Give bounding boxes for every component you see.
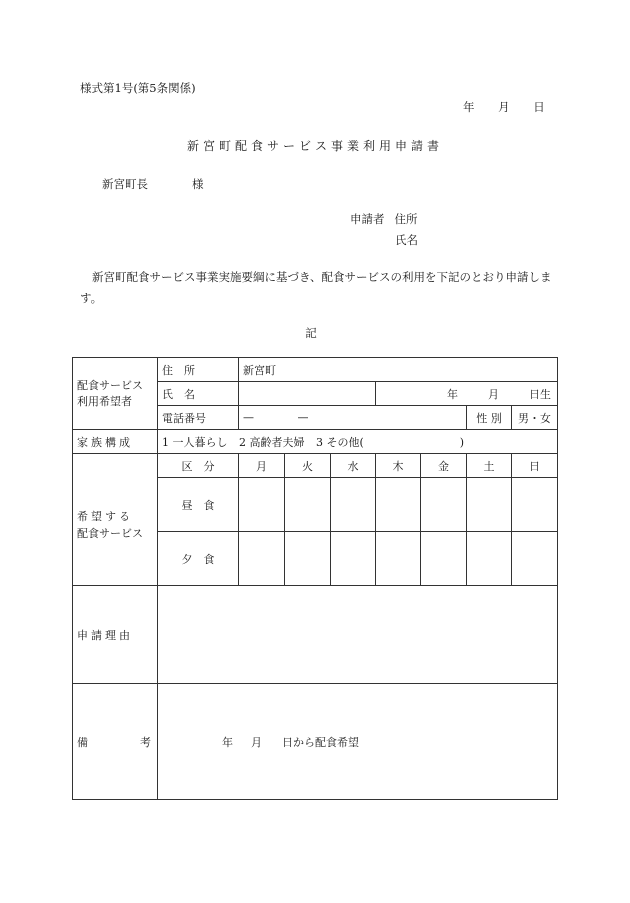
phone-field[interactable]: — — <box>239 406 467 430</box>
service-section-label: 希望する 配食サービス <box>73 454 158 586</box>
day-thu: 木 <box>376 454 421 478</box>
lunch-sat[interactable] <box>467 478 512 532</box>
address-label: 住 所 <box>158 358 239 382</box>
family-options[interactable] <box>158 430 558 454</box>
remarks-year: 年 <box>222 735 233 749</box>
page-title: 新宮町配食サービス事業利用申請書 <box>186 139 443 153</box>
dob-year-label: 年 <box>447 387 458 401</box>
dinner-fri[interactable] <box>421 532 467 586</box>
reason-label: 申請理由 <box>73 586 158 684</box>
day-sat: 土 <box>467 454 512 478</box>
applicant-label: 申請者 <box>350 212 385 226</box>
gender-label: 性 別 <box>467 406 512 430</box>
dinner-mon[interactable] <box>239 532 285 586</box>
day-tue: 火 <box>285 454 331 478</box>
dob-day-label: 日生 <box>529 387 551 401</box>
lunch-label: 昼 食 <box>158 478 239 532</box>
applicant-name-label: 氏名 <box>395 233 418 247</box>
dinner-tue[interactable] <box>285 532 331 586</box>
applicant-section-label: 配食サービス利用希望者 <box>73 358 158 430</box>
lunch-mon[interactable] <box>239 478 285 532</box>
dinner-sat[interactable] <box>467 532 512 586</box>
dinner-label: 夕 食 <box>158 532 239 586</box>
form-number: 様式第1号(第5条関係) <box>80 81 196 95</box>
day-wed: 水 <box>331 454 376 478</box>
dob-month-label: 月 <box>488 387 499 401</box>
application-table <box>72 357 558 800</box>
phone-label: 電話番号 <box>158 406 239 430</box>
remarks-field[interactable] <box>158 684 558 800</box>
addressee <box>102 176 204 192</box>
lunch-wed[interactable] <box>331 478 376 532</box>
family-option-3[interactable]: 3 その他( <box>316 435 364 449</box>
dinner-sun[interactable] <box>512 532 558 586</box>
day-fri: 金 <box>421 454 467 478</box>
honorific: 様 <box>192 177 204 191</box>
reason-field[interactable] <box>158 586 558 684</box>
birth-date-field[interactable] <box>376 382 558 406</box>
lunch-thu[interactable] <box>376 478 421 532</box>
name-label: 氏 名 <box>158 382 239 406</box>
family-option-1[interactable]: 1 一人暮らし <box>162 435 228 449</box>
family-option-2[interactable]: 2 高齢者夫婦 <box>239 435 305 449</box>
addressee-name: 新宮町長 <box>102 177 148 191</box>
dinner-wed[interactable] <box>331 532 376 586</box>
applicant-address-label: 住所 <box>394 212 418 226</box>
lunch-sun[interactable] <box>512 478 558 532</box>
remarks-label: 備 考 <box>73 684 158 800</box>
lunch-tue[interactable] <box>285 478 331 532</box>
day-mon: 月 <box>239 454 285 478</box>
body-text: 新宮町配食サービス事業実施要綱に基づき、配食サービスの利用を下記のとおり申請します。 <box>80 270 552 305</box>
address-value[interactable]: 新宮町 <box>239 358 558 382</box>
name-field[interactable] <box>239 382 376 406</box>
day-sun: 日 <box>512 454 558 478</box>
applicant-address-line <box>350 211 418 227</box>
family-label: 家族構成 <box>73 430 158 454</box>
category-label: 区 分 <box>158 454 239 478</box>
remarks-month: 月 <box>251 735 262 749</box>
dinner-thu[interactable] <box>376 532 421 586</box>
family-option-3-close: ) <box>459 435 465 449</box>
remarks-tail: 日から配食希望 <box>282 735 359 749</box>
date-line: 年 月 日 <box>463 100 545 114</box>
lunch-fri[interactable] <box>421 478 467 532</box>
gender-value[interactable]: 男・女 <box>512 406 558 430</box>
ki-heading: 記 <box>305 326 317 340</box>
